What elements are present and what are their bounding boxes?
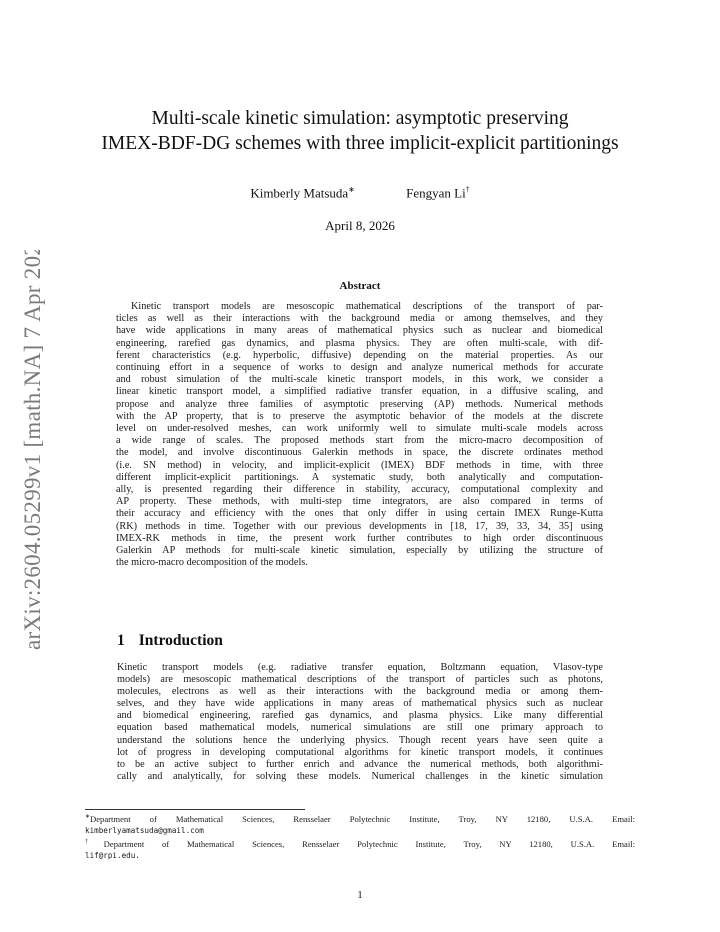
- abstract-line: (RK) methods in time. Together with our previous developments in [18, 17, 39, 33, 34, 35] using: [116, 520, 603, 532]
- email-address[interactable]: kimberlyamatsuda@gmail.com: [85, 826, 204, 836]
- footnote-rule: [85, 809, 305, 810]
- paragraph-line: models) are mesoscopic mathematical descriptions of the transport of particles such as photons,: [117, 674, 603, 686]
- abstract-line: Galerkin AP methods for multi-scale kinetic simulation, especially by utilizing the structure of: [116, 545, 603, 557]
- abstract-line: propose and analyze three families of asymptotic preserving (AP) methods. Numerical methods: [116, 398, 603, 410]
- abstract-line: different implicit-explicit partitionings. A systematic study, both analytically and computation-: [116, 471, 603, 483]
- paragraph-line: molecules, electrons as well as their interactions with the background media or among them-: [117, 686, 603, 698]
- footnote-mark: †: [85, 838, 104, 845]
- abstract-line: the micro-macro decomposition of the models.: [116, 557, 308, 569]
- arxiv-identifier: arXiv:2604.05299v1 [math.NA] 7 Apr 2026: [20, 250, 45, 650]
- paragraph-line: cally and analytically, for solving these models. Numerical challenges in the kinetic simulation: [117, 770, 603, 782]
- abstract-line: level on under-resolved meshes, can work uniformly well to simulate multi-scale models across: [116, 423, 603, 435]
- abstract-line: IMEX-RK methods in time, the present work further contributes to high order discontinuous: [116, 532, 603, 544]
- abstract-line: a wide range of scales. The proposed methods start from the micro-macro decomposition of: [116, 435, 603, 447]
- paragraph-line: Kinetic transport models (e.g. radiative transfer equation, Boltzmann equation, Vlasov-type: [117, 662, 603, 673]
- abstract-line: and robust simulation of the multi-scale kinetic transport models, in this work, we consider a: [116, 374, 603, 386]
- author-2: [406, 185, 470, 201]
- footnote-mark: ∗: [85, 814, 91, 820]
- author-footnote-mark: ∗: [348, 185, 355, 194]
- arxiv-stamp: [10, 250, 50, 650]
- paragraph-line: and biomedical engineering, rarefied gas dynamics, and plasma physics. Like many differential: [117, 710, 603, 722]
- abstract-line: AP property. These methods, with multi-step time integrators, are also compared in terms of: [116, 496, 603, 508]
- section-number: 1: [117, 632, 125, 649]
- title-line-1: Multi-scale kinetic simulation: asymptotic preserving: [151, 108, 569, 129]
- abstract-line: the model, and involve discontinuous Galerkin methods in space, the discrete ordinates method: [116, 447, 603, 459]
- abstract-line: ticles as well as their interactions with the background media or among themselves, and they: [116, 313, 603, 325]
- author-list: [60, 185, 660, 201]
- footnote-1: [85, 812, 635, 825]
- abstract-line: continuing effort in a sequence of works to design and analyze numerical methods for accurate: [116, 362, 603, 374]
- abstract-line: ferent characteristics (e.g. hyperbolic, diffusive) depending on the material properties. As our: [116, 349, 603, 361]
- abstract-line: ally, is presented regarding their difference in stability, accuracy, computational complexity and: [116, 484, 603, 496]
- page-number: 1: [357, 889, 363, 901]
- footnote-1-email-line: [85, 825, 635, 836]
- author-name: Kimberly Matsuda: [250, 185, 349, 201]
- abstract-line: engineering, rarefied gas dynamics, and plasma physics. They are often multi-scale, with dif-: [116, 337, 603, 349]
- author-name: Fengyan Li: [406, 185, 466, 201]
- abstract-line: Kinetic transport models are mesoscopic mathematical descriptions of the transport of par-: [131, 301, 603, 312]
- abstract-line: their accuracy and efficiency with the ones that only differ in using certain IMEX Runge-Kutta: [116, 508, 603, 520]
- paragraph-line: understand the solutions hence the underlying physics. Though recent years have seen quite a: [117, 734, 603, 746]
- abstract-line: have wide applications in many areas of mathematical physics such as nuclear and biomedical: [116, 325, 603, 337]
- abstract-body: [116, 301, 603, 569]
- introduction-body: [117, 662, 603, 783]
- footnote-text: Department of Mathematical Sciences, Rensselaer Polytechnic Institute, Troy, NY 12180, U.S.A. Email:: [103, 838, 635, 849]
- arxiv-stamp-svg: [10, 250, 50, 650]
- footnote-2-email-line: [85, 850, 635, 861]
- paragraph-line: selves, and they have wide applications in many areas of mathematical physics such as nuclear: [117, 698, 603, 710]
- paragraph-line: equation based mathematical models, numerical simulations are still one primary approach to: [117, 722, 603, 734]
- abstract-heading: Abstract: [339, 280, 381, 292]
- section-title: Introduction: [138, 632, 223, 649]
- footnote-2: [85, 837, 635, 850]
- title-line-2: IMEX-BDF-DG schemes with three implicit-explicit partitionings: [101, 133, 619, 154]
- section-heading: [117, 632, 223, 650]
- paper-title: [60, 106, 660, 156]
- author-1: [250, 185, 355, 201]
- abstract-line: (i.e. SN method) in velocity, and implicit-explicit (IMEX) BDF methods in time, with three: [116, 459, 603, 471]
- paragraph-line: lot of progress in developing computational algorithms for kinetic transport models, it continues: [117, 746, 603, 758]
- abstract-line: with the AP property, that is to preserve the asymptotic behavior of the models at the discrete: [116, 410, 603, 422]
- paper-date: April 8, 2026: [325, 218, 395, 233]
- paragraph-line: to be an active subject to further enrich and advance the numerical methods, both algorithmi-: [117, 758, 603, 770]
- author-footnote-mark: †: [465, 185, 470, 194]
- abstract-line: linear kinetic transport model, a simplified radiative transfer equation, in a diffusive scaling, and: [116, 386, 603, 398]
- footnote-text: Department of Mathematical Sciences, Rensselaer Polytechnic Institute, Troy, NY 12180, U.S.A. Email:: [90, 813, 635, 824]
- email-address[interactable]: lif@rpi.edu.: [85, 850, 140, 860]
- footnotes: [85, 812, 635, 861]
